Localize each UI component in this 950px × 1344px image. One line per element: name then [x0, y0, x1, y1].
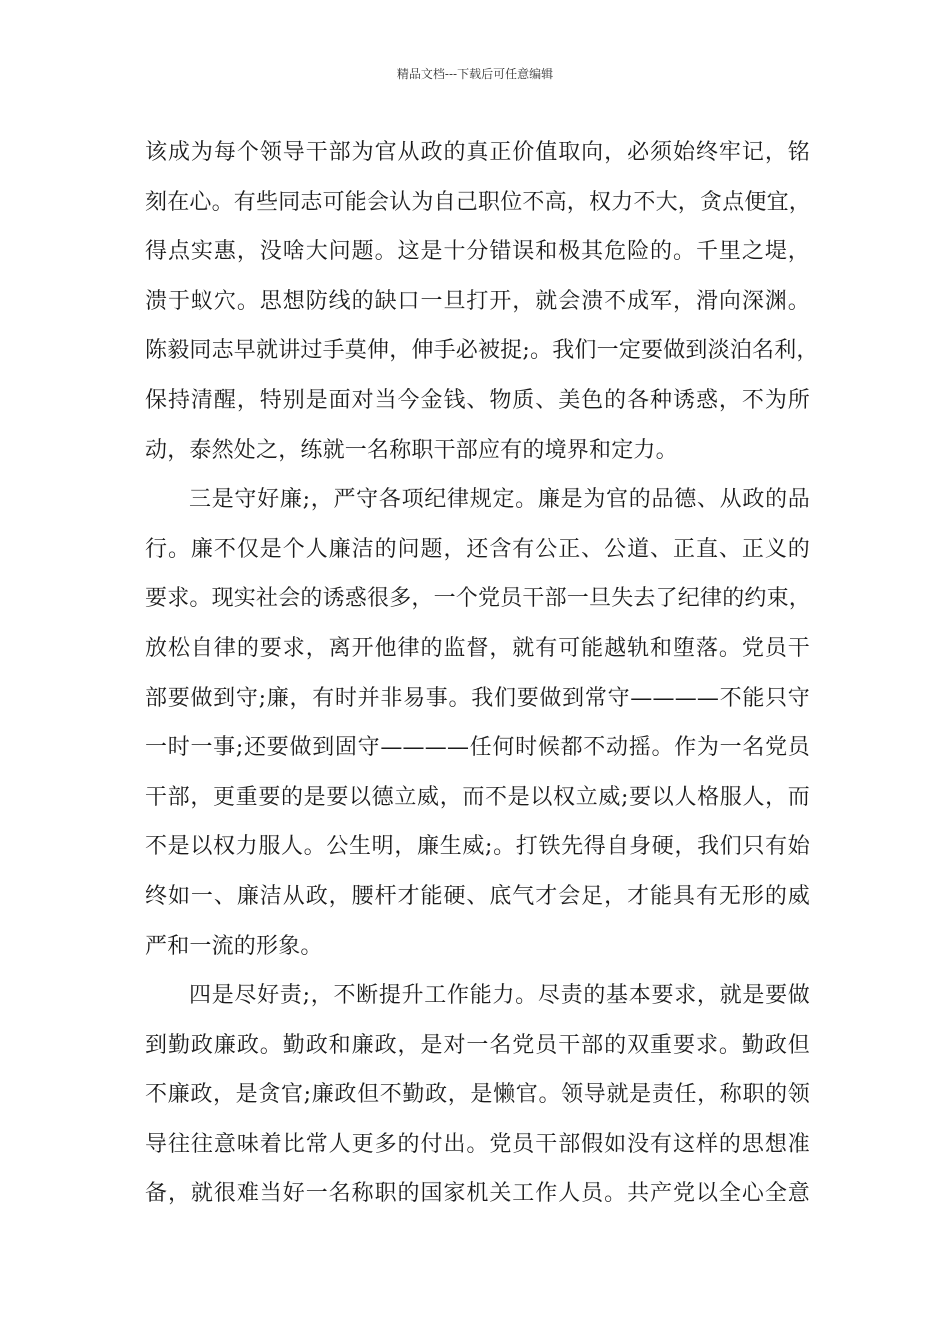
- text-line: 要求。现实社会的诱惑很多，一个党员干部一旦失去了纪律的约束，: [145, 586, 812, 612]
- text-line: 放松自律的要求，离开他律的监督，就有可能越轨和堕落。党员干: [145, 635, 810, 661]
- text-line: 部要做到守;廉，有时并非易事。我们要做到常守————不能只守: [145, 685, 810, 711]
- text-line: 不廉政，是贪官;廉政但不勤政，是懒官。领导就是责任，称职的领: [145, 1082, 810, 1108]
- text-line: 不是以权力服人。公生明，廉生威;。打铁先得自身硬，我们只有始: [145, 834, 810, 860]
- text-line: 严和一流的形象。: [145, 933, 323, 959]
- text-line: 得点实惠，没啥大问题。这是十分错误和极其危险的。千里之堤，: [145, 239, 810, 265]
- document-body: [145, 128, 819, 1219]
- text-line: 干部，更重要的是要以德立威，而不是以权立威;要以人格服人，而: [145, 784, 810, 810]
- page-header: 精品文档---下载后可任意编辑: [396, 67, 554, 81]
- text-line: 陈毅同志早就讲过手莫伸，伸手必被捉;。我们一定要做到淡泊名利，: [145, 338, 819, 364]
- text-line: 刻在心。有些同志可能会认为自己职位不高，权力不大，贪点便宜，: [145, 189, 812, 215]
- text-line: 一时一事;还要做到固守————任何时候都不动摇。作为一名党员: [145, 735, 810, 761]
- text-line: 溃于蚁穴。思想防线的缺口一旦打开，就会溃不成军，滑向深渊。: [145, 288, 810, 314]
- text-line: 行。廉不仅是个人廉洁的问题，还含有公正、公道、正直、正义的: [145, 536, 810, 562]
- text-line: 终如一、廉洁从政，腰杆才能硬、底气才会足，才能具有无形的威: [145, 883, 810, 909]
- text-line: 动，泰然处之，练就一名称职干部应有的境界和定力。: [145, 437, 678, 463]
- text-line: 三是守好廉;，严守各项纪律规定。廉是为官的品德、从政的品: [189, 487, 810, 513]
- text-line: 保持清醒，特别是面对当今金钱、物质、美色的各种诱惑，不为所: [145, 387, 810, 413]
- text-line: 该成为每个领导干部为官从政的真正价值取向，必须始终牢记，铭: [145, 140, 810, 165]
- text-line: 四是尽好责;，不断提升工作能力。尽责的基本要求，就是要做: [189, 983, 810, 1009]
- text-line: 备，就很难当好一名称职的国家机关工作人员。共产党以全心全意: [145, 1181, 810, 1207]
- text-line: 到勤政廉政。勤政和廉政，是对一名党员干部的双重要求。勤政但: [145, 1032, 810, 1058]
- text-line: 导往往意味着比常人更多的付出。党员干部假如没有这样的思想准: [145, 1131, 810, 1157]
